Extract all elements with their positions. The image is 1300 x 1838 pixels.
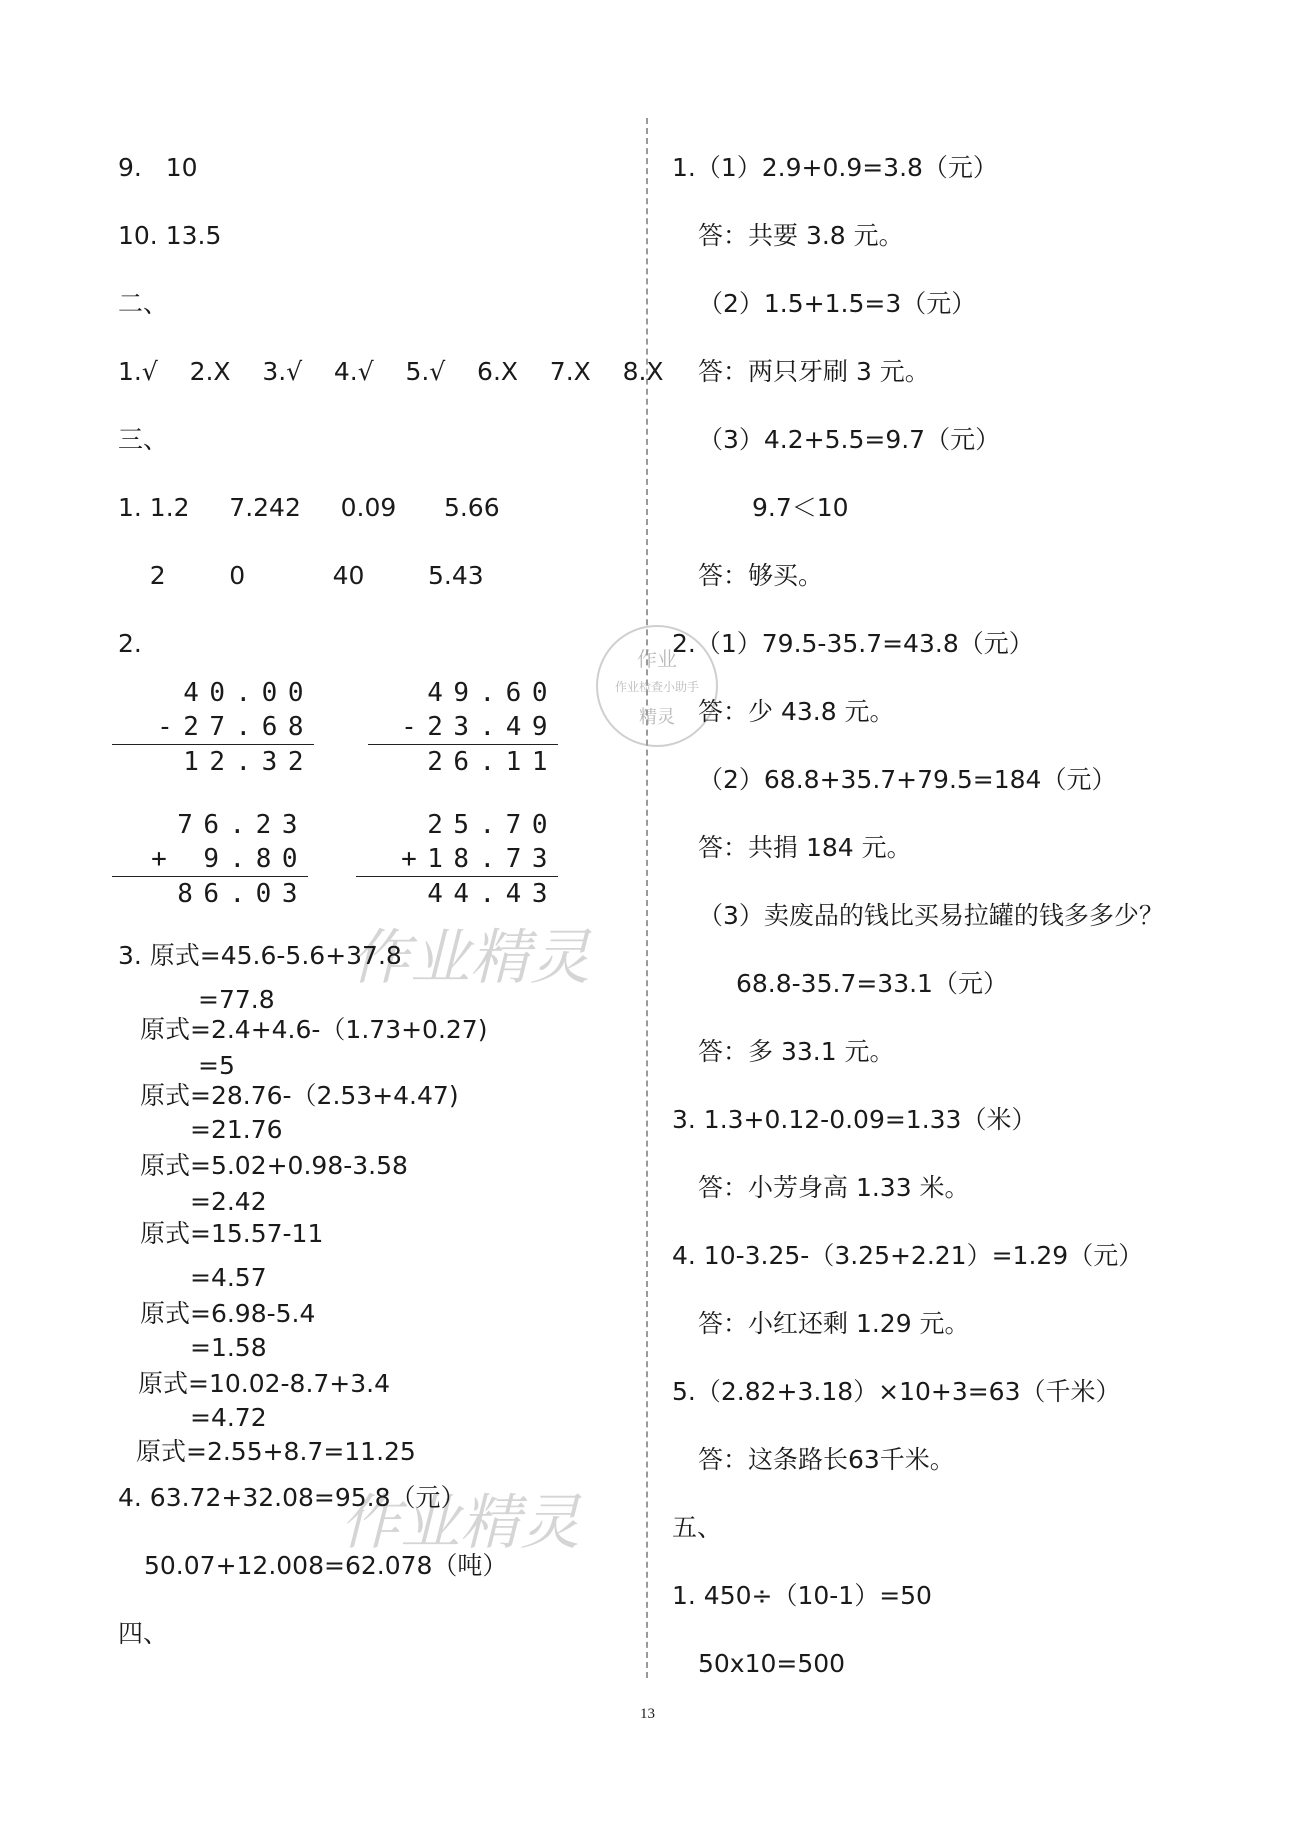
calc-operand: +18.73 [401,844,558,874]
answer-line: 答：小芳身高 1.33 米。 [698,1173,970,1202]
answer-line: 50x10=500 [698,1649,846,1678]
section-heading: 三、 [118,425,169,454]
watermark: 作业精灵 [340,1488,580,1558]
question-number: 2. [118,629,142,658]
calc-result: 44.43 [427,879,558,909]
answer-line: 9. 10 [118,153,198,182]
answer-line: 原式=6.98-5.4 [140,1299,316,1328]
answer-line: 答：少 43.8 元。 [698,697,895,726]
answer-line: 原式=28.76-（2.53+4.47) [140,1081,459,1110]
answer-line: =77.8 [198,985,275,1014]
answer-line: 原式=2.55+8.7=11.25 [136,1437,416,1466]
answer-line: （3）4.2+5.5=9.7（元） [698,425,1001,454]
vertical-calculation [112,676,314,779]
watermark: 作业精灵 [350,923,590,993]
calc-result: 86.03 [177,879,308,909]
answer-line: 10. 13.5 [118,221,222,250]
calc-top: 40.00 [183,678,314,708]
calc-operand: -23.49 [401,712,558,742]
answer-line: 原式=2.4+4.6-（1.73+0.27) [140,1015,488,1044]
page-number: 13 [640,1706,655,1722]
answer-line: 原式=5.02+0.98-3.58 [140,1151,408,1180]
section-heading: 二、 [118,289,169,318]
calc-top: 49.60 [427,678,558,708]
vertical-calculation [356,808,558,911]
answer-line: 1. 450÷（10-1）=50 [672,1581,932,1610]
answer-line: 2.（1）79.5-35.7=43.8（元） [672,629,1034,658]
answer-line: =5 [198,1051,235,1080]
answer-line: 答：小红还剩 1.29 元。 [698,1309,970,1338]
answer-line: 3. 1.3+0.12-0.09=1.33（米） [672,1105,1037,1134]
answer-line: 4. 10-3.25-（3.25+2.21）=1.29（元） [672,1241,1144,1270]
answer-line: 原式=15.57-11 [140,1219,324,1248]
answer-line: 5.（2.82+3.18）×10+3=63（千米） [672,1377,1121,1406]
answer-line: 1.√ 2.X 3.√ 4.√ 5.√ 6.X 7.X 8.X [118,357,664,386]
answer-line: 68.8-35.7=33.1（元） [736,969,1008,998]
calc-top: 76.23 [177,810,308,840]
answer-line: 1. 1.2 7.242 0.09 5.66 [118,493,500,522]
section-heading: 五、 [672,1513,723,1542]
answer-line: =4.57 [190,1263,267,1292]
answer-line: =1.58 [190,1333,267,1362]
answer-line: 答：这条路长63千米。 [698,1445,955,1474]
answer-line: 50.07+12.008=62.078（吨） [144,1551,508,1580]
answer-line: 原式=10.02-8.7+3.4 [138,1369,391,1398]
answer-line: =4.72 [190,1403,267,1432]
calc-operand: + 9.80 [151,844,308,874]
answer-line: 答：够买。 [698,561,824,590]
answer-line: （2）1.5+1.5=3（元） [698,289,977,318]
vertical-calculation [368,676,558,779]
calc-top: 25.70 [427,810,558,840]
answer-line: 9.7＜10 [752,493,849,522]
answer-line: 3. 原式=45.6-5.6+37.8 [118,941,402,970]
answer-line: =2.42 [190,1187,267,1216]
answer-line: （3）卖废品的钱比买易拉罐的钱多多少？ [698,901,1164,930]
answer-line: 答：多 33.1 元。 [698,1037,895,1066]
answer-line: 4. 63.72+32.08=95.8（元） [118,1483,466,1512]
answer-line: 1.（1）2.9+0.9=3.8（元） [672,153,998,182]
calc-result: 26.11 [427,747,558,777]
calc-operand: -27.68 [157,712,314,742]
answer-line: 答：两只牙刷 3 元。 [698,357,930,386]
answer-line: 2 0 40 5.43 [118,561,484,590]
section-heading: 四、 [118,1619,169,1648]
answer-line: 答：共捐 184 元。 [698,833,912,862]
answer-line: =21.76 [190,1115,283,1144]
vertical-calculation [112,808,308,911]
column-divider [646,118,648,1678]
answer-line: 答：共要 3.8 元。 [698,221,904,250]
calc-result: 12.32 [183,747,314,777]
answer-line: （2）68.8+35.7+79.5=184（元） [698,765,1117,794]
stamp-seal: 作业 作业检查小助手 精灵 [596,625,718,747]
